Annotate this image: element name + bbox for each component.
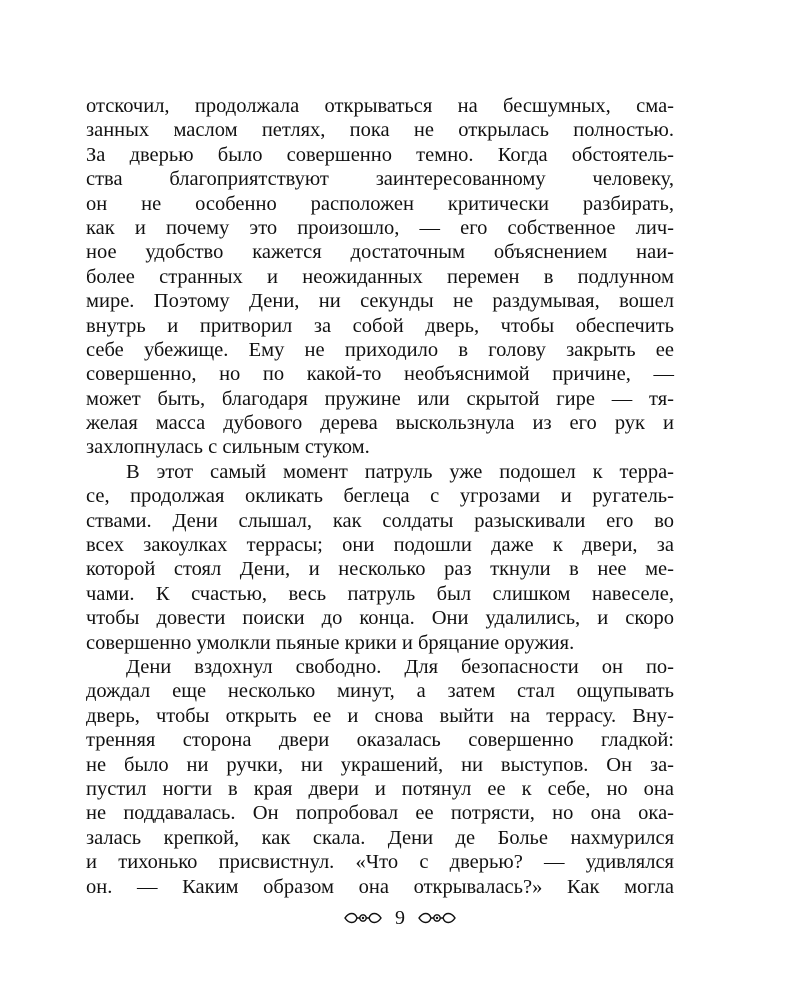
text-line: которой стоял Дени, и несколько раз ткнули в нее ме- <box>86 558 674 581</box>
text-line: совершенно, но по какой-то необъяснимой причине, — <box>86 363 674 386</box>
text-line: мире. Поэтому Дени, ни секунды не раздумывая, вошел <box>86 290 674 313</box>
text-line: залась крепкой, как скала. Дени де Болье нахмурился <box>86 826 674 849</box>
ornament-left-icon <box>343 909 383 927</box>
text-line: не было ни ручки, ни украшений, ни выступов. Он за- <box>86 753 674 776</box>
text-line: ствами. Дени слышал, как солдаты разыскивали его во <box>86 509 674 532</box>
page-number: 9 <box>395 907 405 929</box>
page-footer <box>0 903 800 933</box>
text-line: желая масса дубового дерева выскользнула из его рук и <box>86 412 674 435</box>
text-line: В этот самый момент патруль уже подошел к терра- <box>126 460 674 483</box>
body-text <box>86 94 674 899</box>
text-line: дождал еще несколько минут, а затем стал ощупывать <box>86 680 674 703</box>
text-line: отскочил, продолжала открываться на бесшумных, сма- <box>86 95 674 117</box>
text-line: он не особенно расположен критически разбирать, <box>86 192 674 215</box>
text-line: и тихонько присвистнул. «Что с дверью? — удивлялся <box>86 851 674 874</box>
text-line: Дени вздохнул свободно. Для безопасности он по- <box>126 655 674 678</box>
ornament-right-icon <box>417 909 457 927</box>
text-line: чами. К счастью, весь патруль был слишком навеселе, <box>86 582 674 605</box>
text-line: чтобы довести поиски до конца. Они удалились, и скоро <box>86 607 674 630</box>
text-line: занных маслом петлях, пока не открылась полностью. <box>86 119 674 142</box>
text-line: дверь, чтобы открыть ее и снова выйти на террасу. Вну- <box>86 704 674 727</box>
text-line: не поддавалась. Он попробовал ее потрясти, но она ока- <box>86 802 674 825</box>
text-line: он. — Каким образом она открывалась?» Как могла <box>86 875 674 898</box>
text-line: тренняя сторона двери оказалась совершенно гладкой: <box>86 729 674 752</box>
text-line: может быть, благодаря пружине или скрытой гире — тя- <box>86 387 674 410</box>
text-line: более странных и неожиданных перемен в подлунном <box>86 265 674 288</box>
text-line: ное удобство кажется достаточным объяснением наи- <box>86 241 674 264</box>
text-line: себе убежище. Ему не приходило в голову закрыть ее <box>86 338 674 361</box>
text-line: как и почему это произошло, — его собственное лич- <box>86 216 674 239</box>
text-line: ства благоприятствуют заинтересованному человеку, <box>86 168 674 191</box>
text-line: всех закоулках террасы; они подошли даже к двери, за <box>86 534 674 557</box>
text-line: внутрь и притворил за собой дверь, чтобы обеспечить <box>86 314 674 337</box>
text-line: захлопнулась с сильным стуком. <box>86 436 370 459</box>
text-line: За дверью было совершенно темно. Когда обстоятель- <box>86 143 674 166</box>
text-line: совершенно умолкли пьяные крики и бряцание оружия. <box>86 631 575 654</box>
text-line: пустил ногти в края двери и потянул ее к себе, но она <box>86 777 674 800</box>
text-line: се, продолжая окликать беглеца с угрозами и ругатель- <box>86 485 674 508</box>
